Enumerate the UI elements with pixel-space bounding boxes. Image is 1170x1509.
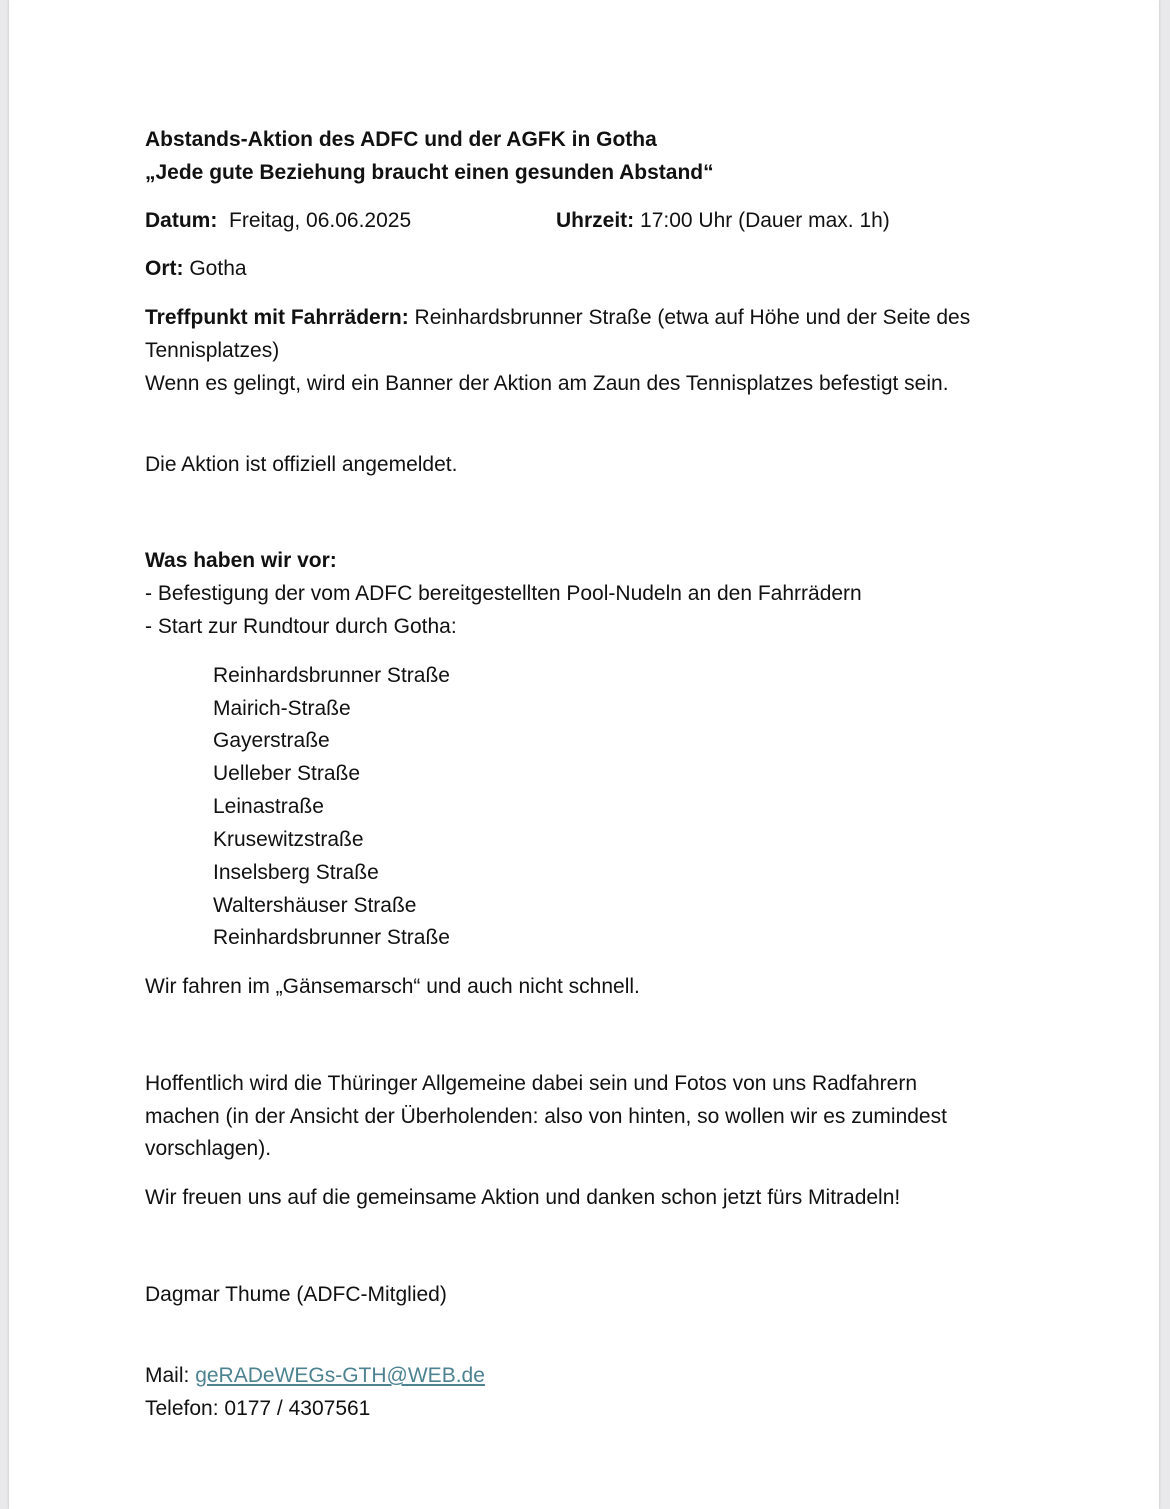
plan-item: - Start zur Rundtour durch Gotha: [145,615,457,638]
route-item: Reinhardsbrunner Straße [213,664,450,687]
document-page [9,0,1159,1509]
banner-note: Wenn es gelingt, wird ein Banner der Aktion am Zaun des Tennisplatzes befestigt sein. [145,372,949,395]
mail-row [145,1362,485,1390]
route-item: Krusewitzstraße [213,828,364,851]
mail-label: Mail: [145,1364,190,1387]
route-item: Waltershäuser Straße [213,894,417,917]
meeting-value-continued: Tennisplatzes) [145,339,280,362]
time-value: 17:00 Uhr (Dauer max. 1h) [640,209,890,232]
press-note-line: machen (in der Ansicht der Überholenden: also von hinten, so wollen wir es zumindest [145,1105,947,1128]
meeting-label: Treffpunkt mit Fahrrädern: [145,306,409,329]
goose-march-note: Wir fahren im „Gänsemarsch“ und auch nicht schnell. [145,975,640,998]
press-note-line: Hoffentlich wird die Thüringer Allgemeine dabei sein und Fotos von uns Radfahrern [145,1072,918,1095]
mail-link[interactable]: geRADeWEGs-GTH@WEB.de [195,1364,485,1387]
thanks-note: Wir freuen uns auf die gemeinsame Aktion und danken schon jetzt fürs Mitradeln! [145,1186,901,1209]
route-item: Mairich-Straße [213,697,351,720]
time-label: Uhrzeit: [556,209,635,232]
route-item: Reinhardsbrunner Straße [213,926,450,949]
meeting-row [145,304,970,332]
phone-row: Telefon: 0177 / 4307561 [145,1397,371,1420]
route-item: Gayerstraße [213,729,330,752]
press-note-line: vorschlagen). [145,1137,272,1160]
date-row [145,207,411,235]
route-item: Uelleber Straße [213,762,361,785]
meeting-value: Reinhardsbrunner Straße (etwa auf Höhe und der Seite des [414,306,971,329]
date-label: Datum: [145,209,218,232]
document-title: Abstands-Aktion des ADFC und der AGFK in Gotha [145,128,657,151]
signature: Dagmar Thume (ADFC-Mitglied) [145,1283,447,1306]
document-subtitle: „Jede gute Beziehung braucht einen gesunden Abstand“ [145,161,714,184]
date-value: Freitag, 06.06.2025 [229,209,412,232]
plan-item: - Befestigung der vom ADFC bereitgestellten Pool-Nudeln an den Fahrrädern [145,582,862,605]
time-row [556,207,890,235]
place-value: Gotha [189,257,247,280]
route-item: Leinastraße [213,795,324,818]
route-item: Inselsberg Straße [213,861,379,884]
place-row [145,255,247,283]
plan-heading: Was haben wir vor: [145,549,337,572]
place-label: Ort: [145,257,184,280]
registered-note: Die Aktion ist offiziell angemeldet. [145,453,458,476]
